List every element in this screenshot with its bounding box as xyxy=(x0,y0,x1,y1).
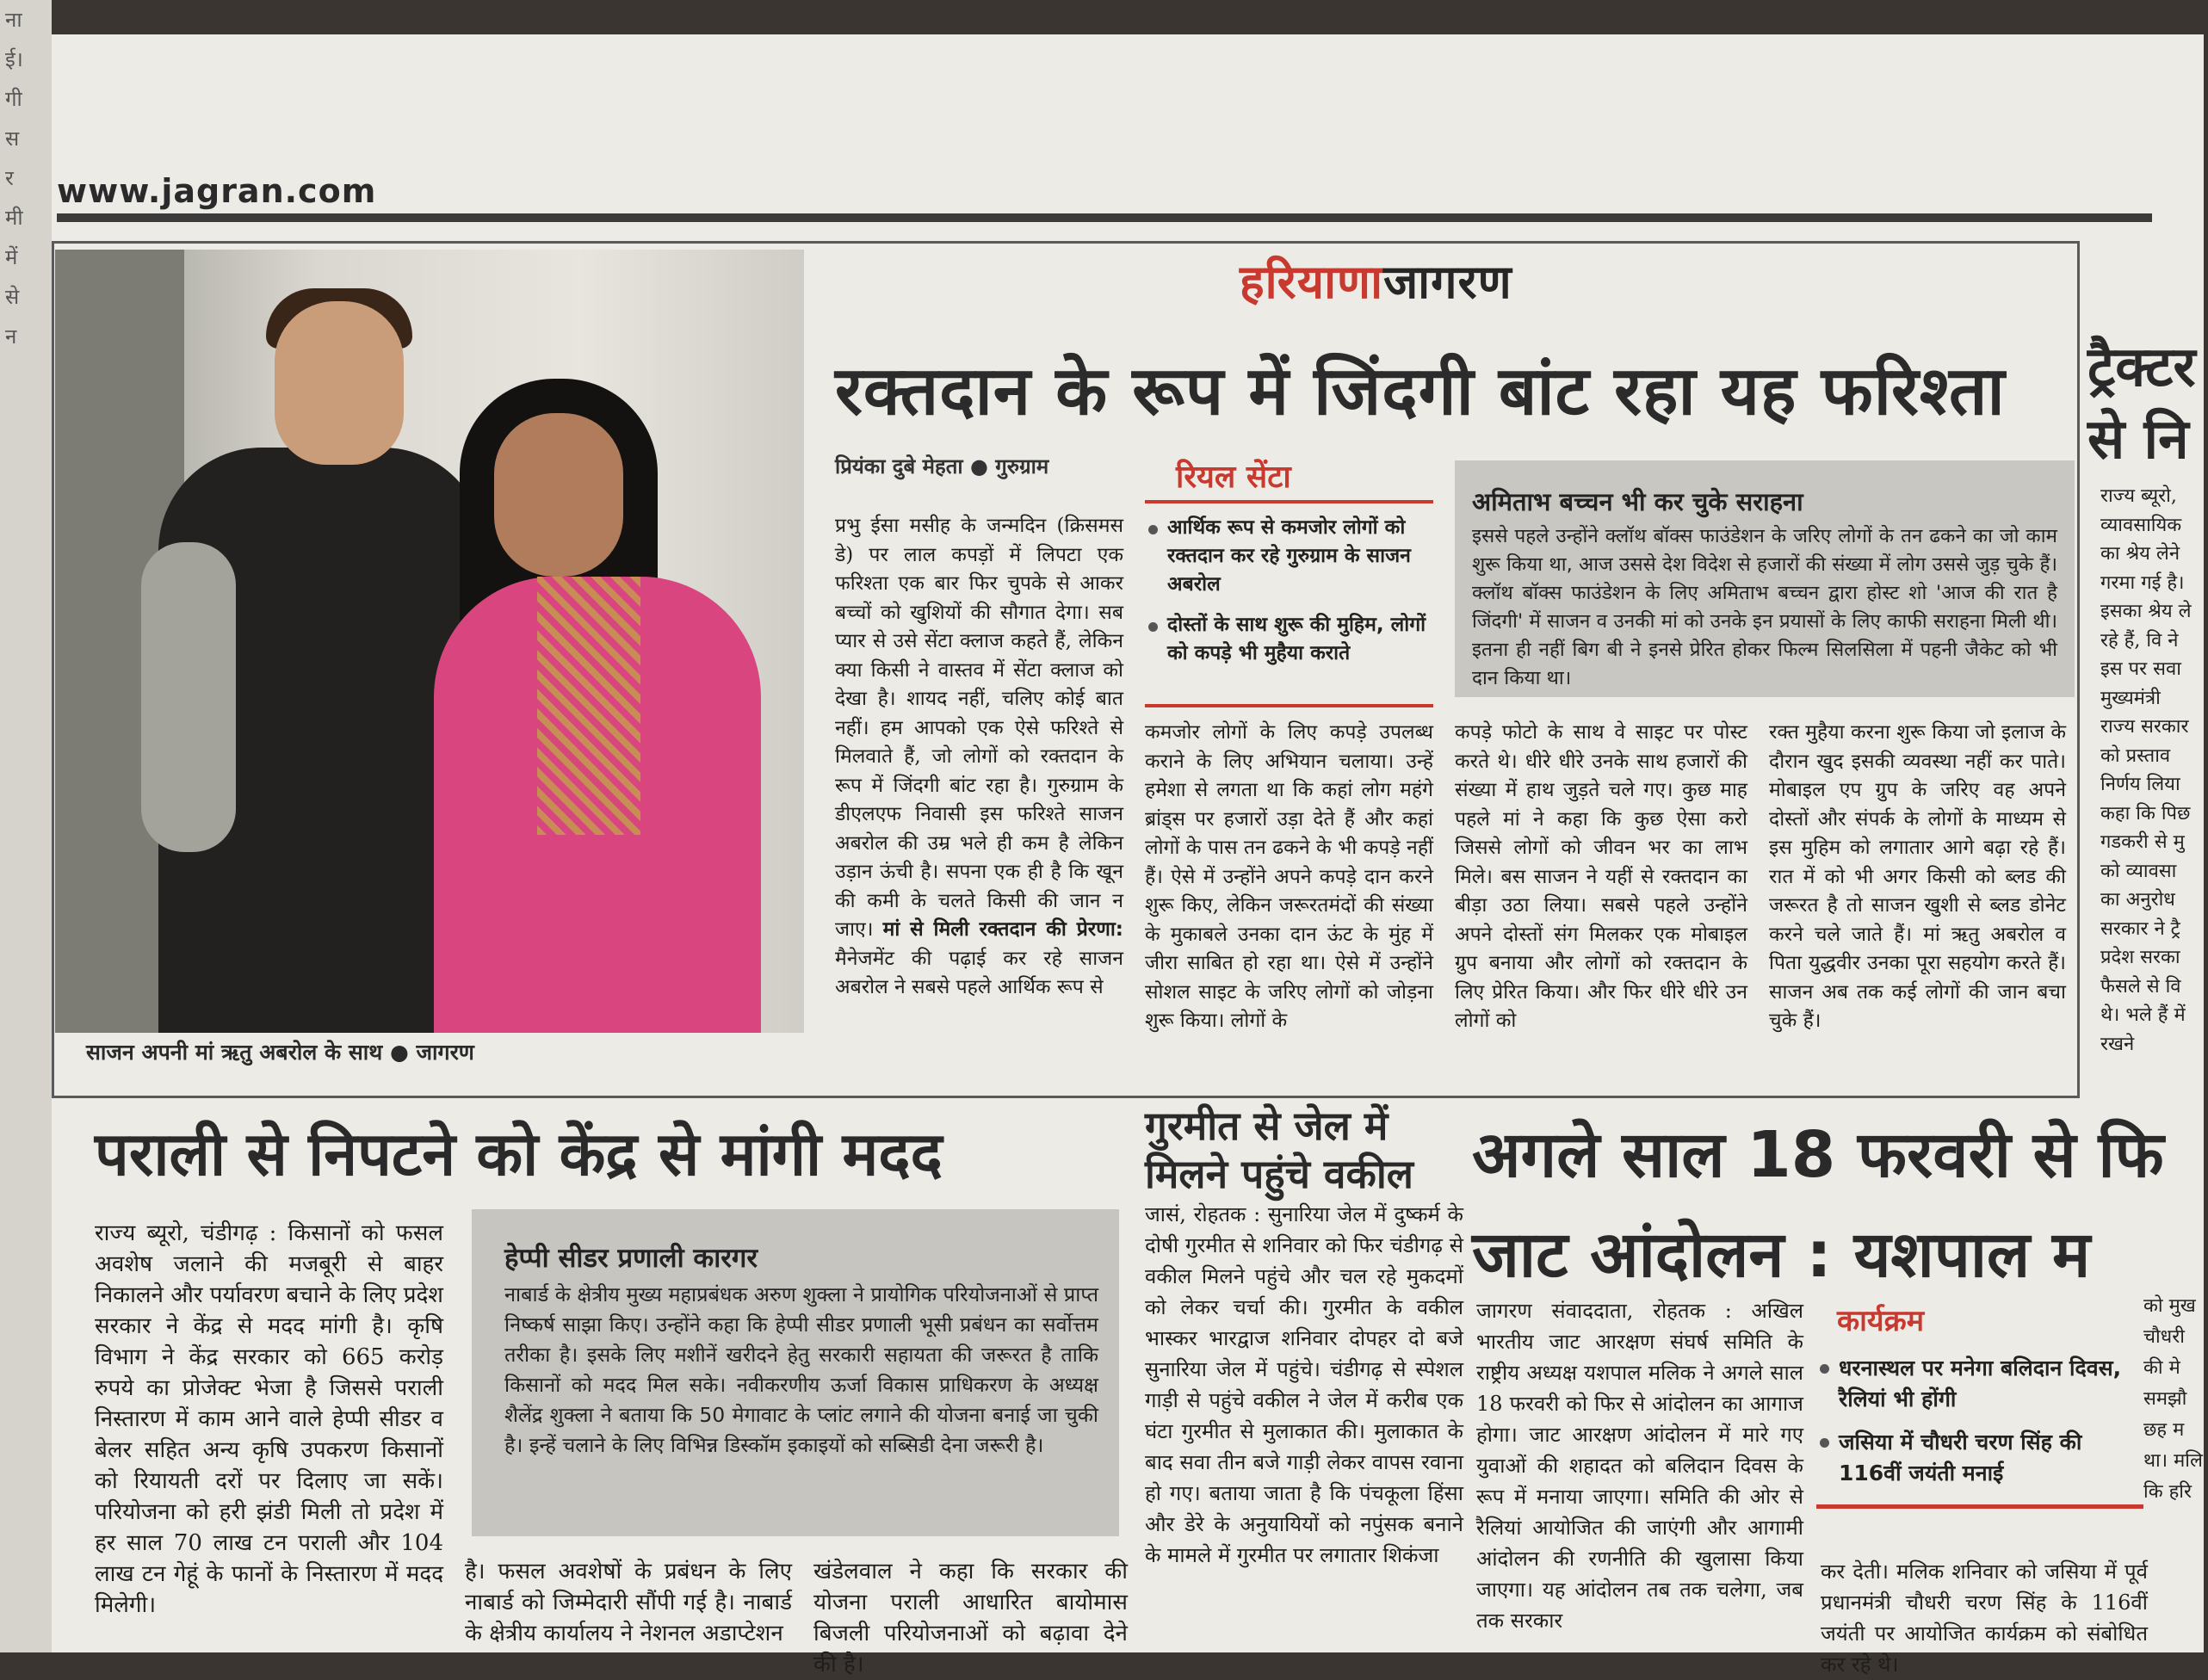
main-column-1-text: प्रभु ईसा मसीह के जन्मदिन (क्रिसमस डे) पर लाल कपड़ों में लिपटा एक फरिश्ता एक बार फिर चुपके से आकर बच्चों को खुशियों की सौगात देगा। सब प्यार से उसे सेंटा क्लाज कहते हैं, लेकिन क्या किसी ने वास्तव में सेंटा क्लाज को देखा है। शायद नहीं, चलिए कोई बात नहीं। हम आपको एक ऐसे फरिश्ते से मिलवाते हैं, जो लोगों को रक्तदान के रूप में जिंदगी बांट रहा है। गुरुग्राम के डीएलएफ निवासी इस फरिश्ते साजन अबरोल की उम्र भले ही कम है लेकिन उड़ान ऊंची है। सपना एक ही है कि खून की कमी के चलते किसी की जान न जाए। xyxy=(835,515,1123,941)
photo-caption: साजन अपनी मां ऋतु अबरोल के साथ ● जागरण xyxy=(86,1040,474,1065)
main-column-4: रक्त मुहैया करना शुरू किया जो इलाज के दौरान खुद इसकी व्यवस्था नहीं कर पाते। मोबाइल एप ग्रुप के जरिए वह अपने दोस्तों और संपर्क के लोगों के माध्यम से इस मुहिम को लगातार आगे बढ़ा रहे हैं। रात में को भी अगर किसी को ब्लड की जरूरत है तो साजन खुशी से ब्लड डोनेट करने चले जाते हैं। मां ऋतु अबरोल व पिता युद्धवीर उनका पूरा सहयोग करते हैं। साजन अब तक कई लोगों की जान बचा चुके हैं। xyxy=(1769,721,2066,1032)
strip-line: गी xyxy=(5,87,22,111)
strip-line: ना xyxy=(5,8,22,32)
main-column-2: कमजोर लोगों के लिए कपड़े उपलब्ध कराने के लिए अभियान चलाया। उन्हें हमेशा से लगता था कि कहां लोग महंगे ब्रांड्स पर हजारों उड़ा देते हैं और कहां लोगों के पास तन ढकने के भी कपड़े नहीं हैं। ऐसे में उन्होंने अपने कपड़े दान करने शुरू किए, लेकिन जरूरतमंदों की संख्या के मुकाबले उनका दान ऊंट के मुंह में जीरा साबित हो रहा था। ऐसे में उन्होंने सोशल साइट के जरिए लोगों को जोड़ना शुरू किया। लोगों के xyxy=(1145,721,1433,1032)
main-headline: रक्तदान के रूप में जिंदगी बांट रहा यह फरिश्ता xyxy=(835,353,2006,430)
photo-man-face xyxy=(275,301,404,465)
gurmeet-headline: गुरमीत से जेल में मिलने पहुंचे वकील xyxy=(1145,1102,1413,1197)
cut-off-column xyxy=(2143,1291,2204,1652)
photo-woman-face xyxy=(494,413,623,577)
main-column-1 xyxy=(835,512,1123,1003)
adjacent-page-strip xyxy=(0,0,52,1652)
karyakram-box xyxy=(1816,1300,2143,1501)
main-column-1-text-2: मैनेजमेंट की पढ़ाई कर रहे साजन अबरोल ने सबसे पहले आर्थिक रूप से xyxy=(835,947,1123,998)
strip-line: में xyxy=(5,245,18,269)
main-byline: प्रियंका दुबे मेहता ● गुरुग्राम xyxy=(835,454,1049,479)
parali-column-2: है। फसल अवशेषों के प्रबंधन के लिए नाबार्ड को जिम्मेदारी सौंपी गई है। नाबार्ड के क्षेत्रीय कार्यालय ने नेशनल अडाप्टेशन xyxy=(465,1559,792,1646)
strip-line: न xyxy=(5,324,17,349)
jat-headline-line-1: अगले साल 18 फरवरी से फि xyxy=(1472,1118,2164,1192)
story-photo xyxy=(55,250,804,1033)
jat-column: जागरण संवाददाता, रोहतक : अखिल भारतीय जाट आरक्षण संघर्ष समिति के राष्ट्रीय अध्यक्ष यशपाल मलिक ने अगले साल 18 फरवरी को फिर से आंदोलन का आगाज होगा। जाट आरक्षण आंदोलन में मारे गए युवाओं की शहादत को बलिदान दिवस के रूप में मनाया जाएगा। समिति की ओर से रैलियां आयोजित की जाएंगी और आगामी आंदोलन की रणनीति की खुलासा किया जाएगा। यह आंदोलन तब तक चलेगा, जब तक सरकार xyxy=(1476,1299,1803,1633)
karyakram-rule xyxy=(1816,1504,2143,1509)
karyakram-heading: कार्यक्रम xyxy=(1837,1304,1925,1338)
cut-off-text: को मुख चौधरी की मे समझौ छह म था। मलि कि हरि xyxy=(2143,1295,2203,1503)
top-rule xyxy=(57,213,2152,222)
gurmeet-column: जासं, रोहतक : सुनारिया जेल में दुष्कर्म के दोषी गुरमीत से शनिवार को फिर चंडीगढ़ से वकील मिलने पहुंचे और चल रहे मुकदमों को लेकर चर्चा की। गुरमीत के वकील भास्कर भारद्वाज शनिवार दोपहर दो बजे सुनारिया जेल में पहुंचे। चंडीगढ़ से स्पेशल गाड़ी से पहुंचे वकील ने जेल में करीब एक घंटा गुरमीत से मुलाकात की। मुलाकात के बाद सवा तीन बजे गाड़ी लेकर वापस रवाना हो गए। बताया जाता है कि पंचकूला हिंसा और डेरे के अनुयायियों को नपुंसक बनाने के मामले में गुरमीत पर लगातार शिकंजा xyxy=(1145,1202,1463,1567)
photo-woman-embroidery xyxy=(537,577,640,835)
tractor-text: राज्य ब्यूरो, व्यावसायिक का श्रेय लेने गरमा गई है। इसका श्रेय ले रहे हैं, वि ने इस पर सवा मुख्यमंत्री राज्य सरकार को प्रस्ताव निर्णय लिया कहा कि पिछ गडकरी से मु को व्यावसा का अनुरोध सरकार ने ट्रै प्रदेश सरका फैसले से वि थे। भले हैं में रखने xyxy=(2100,485,2192,1055)
happy-seeder-heading: हेप्पी सीडर प्रणाली कारगर xyxy=(504,1243,758,1274)
amitabh-text: इससे पहले उन्होंने क्लॉथ बॉक्स फाउंडेशन के जरिए लोगों के तन ढकने का जो काम शुरू किया था, आज उससे देश विदेश से हजारों की संख्या में लोग उससे जुड़ चुके हैं। क्लॉथ बॉक्स फाउंडेशन के लिए अमिताभ बच्चन द्वारा होस्ट शो 'आज की रात है जिंदगी' में साजन व उनकी मां को उनके इन प्रयासों के लिए काफी सराहना मिली थी। इतना ही नहीं बिग बी ने इनसे प्रेरित होकर फिल्म सिलसिला में पहनी जैकेट को भी दान किया था। xyxy=(1472,525,2057,689)
main-subhead: मां से मिली रक्तदान की प्रेरणा: xyxy=(882,918,1123,941)
tractor-headline: ट्रैक्टर से नि xyxy=(2087,336,2196,472)
happy-seeder-box xyxy=(472,1209,1119,1536)
masthead-part-b: जागरण xyxy=(1383,255,1512,309)
real-santa-bullet: दोस्तों के साथ शुरू की मुहिम, लोगों को कपड़े भी मुहैया कराते xyxy=(1145,611,1433,668)
real-santa-bottom-rule xyxy=(1145,704,1433,707)
strip-line: मी xyxy=(5,206,23,230)
amitabh-box xyxy=(1455,460,2075,697)
parali-headline: पराली से निपटने को केंद्र से मांगी मदद xyxy=(95,1119,943,1189)
karyakram-bullet: धरनास्थल पर मनेगा बलिदान दिवस, रैलियां भी होंगी xyxy=(1816,1353,2143,1415)
jat-headline-line-2: जाट आंदोलन : यशपाल म xyxy=(1472,1218,2091,1292)
strip-line: से xyxy=(5,285,20,309)
strip-line: स xyxy=(5,127,20,151)
tractor-column xyxy=(2100,482,2199,1055)
masthead-part-a: हरियाणा xyxy=(1240,255,1384,309)
amitabh-heading: अमिताभ बच्चन भी कर चुके सराहना xyxy=(1472,487,1803,516)
karyakram-column: कर देती। मलिक शनिवार को जसिया में पूर्व प्रधानमंत्री चौधरी चरण सिंह के 116वीं जयंती पर आयोजित कार्यक्रम को संबोधित कर रहे थे। xyxy=(1821,1560,2148,1677)
karyakram-bullet: जसिया में चौधरी चरण सिंह की 116वीं जयंती मनाई xyxy=(1816,1427,2143,1489)
real-santa-heading: रियल सेंटा xyxy=(1176,460,1291,495)
strip-line: ई। xyxy=(5,47,23,71)
site-url: www.jagran.com xyxy=(57,172,377,210)
photo-man-arm xyxy=(141,542,236,852)
parali-column-1: राज्य ब्यूरो, चंडीगढ़ : किसानों को फसल अवशेष जलाने की मजबूरी से बाहर निकालने और पर्यावरण बचाने के लिए प्रदेश सरकार ने केंद्र से मदद मांगी है। कृषि विभाग ने केंद्र सरकार को 665 करोड़ रुपये का प्रोजेक्ट भेजा है जिससे पराली निस्तारण में काम आने वाले हेप्पी सीडर व बेलर सहित अन्य कृषि उपकरण किसानों को रियायती दरों पर दिलाए जा सकें। परियोजना को हरी झंडी मिली तो प्रदेश में हर साल 70 लाख टन पराली और 104 लाख टन गेहूं के फानों के निस्तारण में मदद मिलेगी। xyxy=(95,1220,443,1618)
strip-line: र xyxy=(5,166,14,190)
parali-column-3: खंडेलवाल ने कहा कि सरकार की योजना पराली आधारित बायोमास बिजली परियोजनाओं को बढ़ावा देने की है। xyxy=(813,1559,1128,1677)
real-santa-bullet: आर्थिक रूप से कमजोर लोगों को रक्तदान कर रहे गुरुग्राम के साजन अबरोल xyxy=(1145,514,1433,599)
real-santa-box xyxy=(1145,454,1433,680)
real-santa-rule xyxy=(1145,500,1433,503)
main-column-3: कपड़े फोटो के साथ वे साइट पर पोस्ट करते थे। धीरे धीरे उनके साथ हजारों की संख्या में हाथ जुड़ते चले गए। कुछ माह पहले मां ने कहा कि कुछ ऐसा करो जिससे लोगों को जीवन भर का लाभ मिले। बस साजन ने यहीं से रक्तदान का बीड़ा उठा लिया। सबसे पहले उन्होंने अपने दोस्तों संग मिलकर एक मोबाइल ग्रुप बनाया और लोगों को रक्तदान के लिए प्रेरित किया। और फिर धीरे धीरे उन लोगों को xyxy=(1455,721,1747,1032)
happy-seeder-text: नाबार्ड के क्षेत्रीय मुख्य महाप्रबंधक अरुण शुक्ला ने प्रायोगिक परियोजनाओं से प्राप्त निष्कर्ष साझा किए। उन्होंने कहा कि हेप्पी सीडर प्रणाली भूसी प्रबंधन का सर्वोत्तम तरीका है। इसके लिए मशीनें खरीदने हेतु सरकारी सहायता की जरूरत है ताकि किसानों को मदद मिल सके। नवीकरणीय ऊर्जा विकास प्राधिकरण के अध्यक्ष शैलेंद्र शुक्ला ने बताया कि 50 मेगावाट के प्लांट लगाने की योजना बनाई जा चुकी है। इन्हें चलाने के लिए विभिन्न डिस्कॉम इकाइयों को सब्सिडी देना जरूरी है। xyxy=(504,1282,1098,1457)
